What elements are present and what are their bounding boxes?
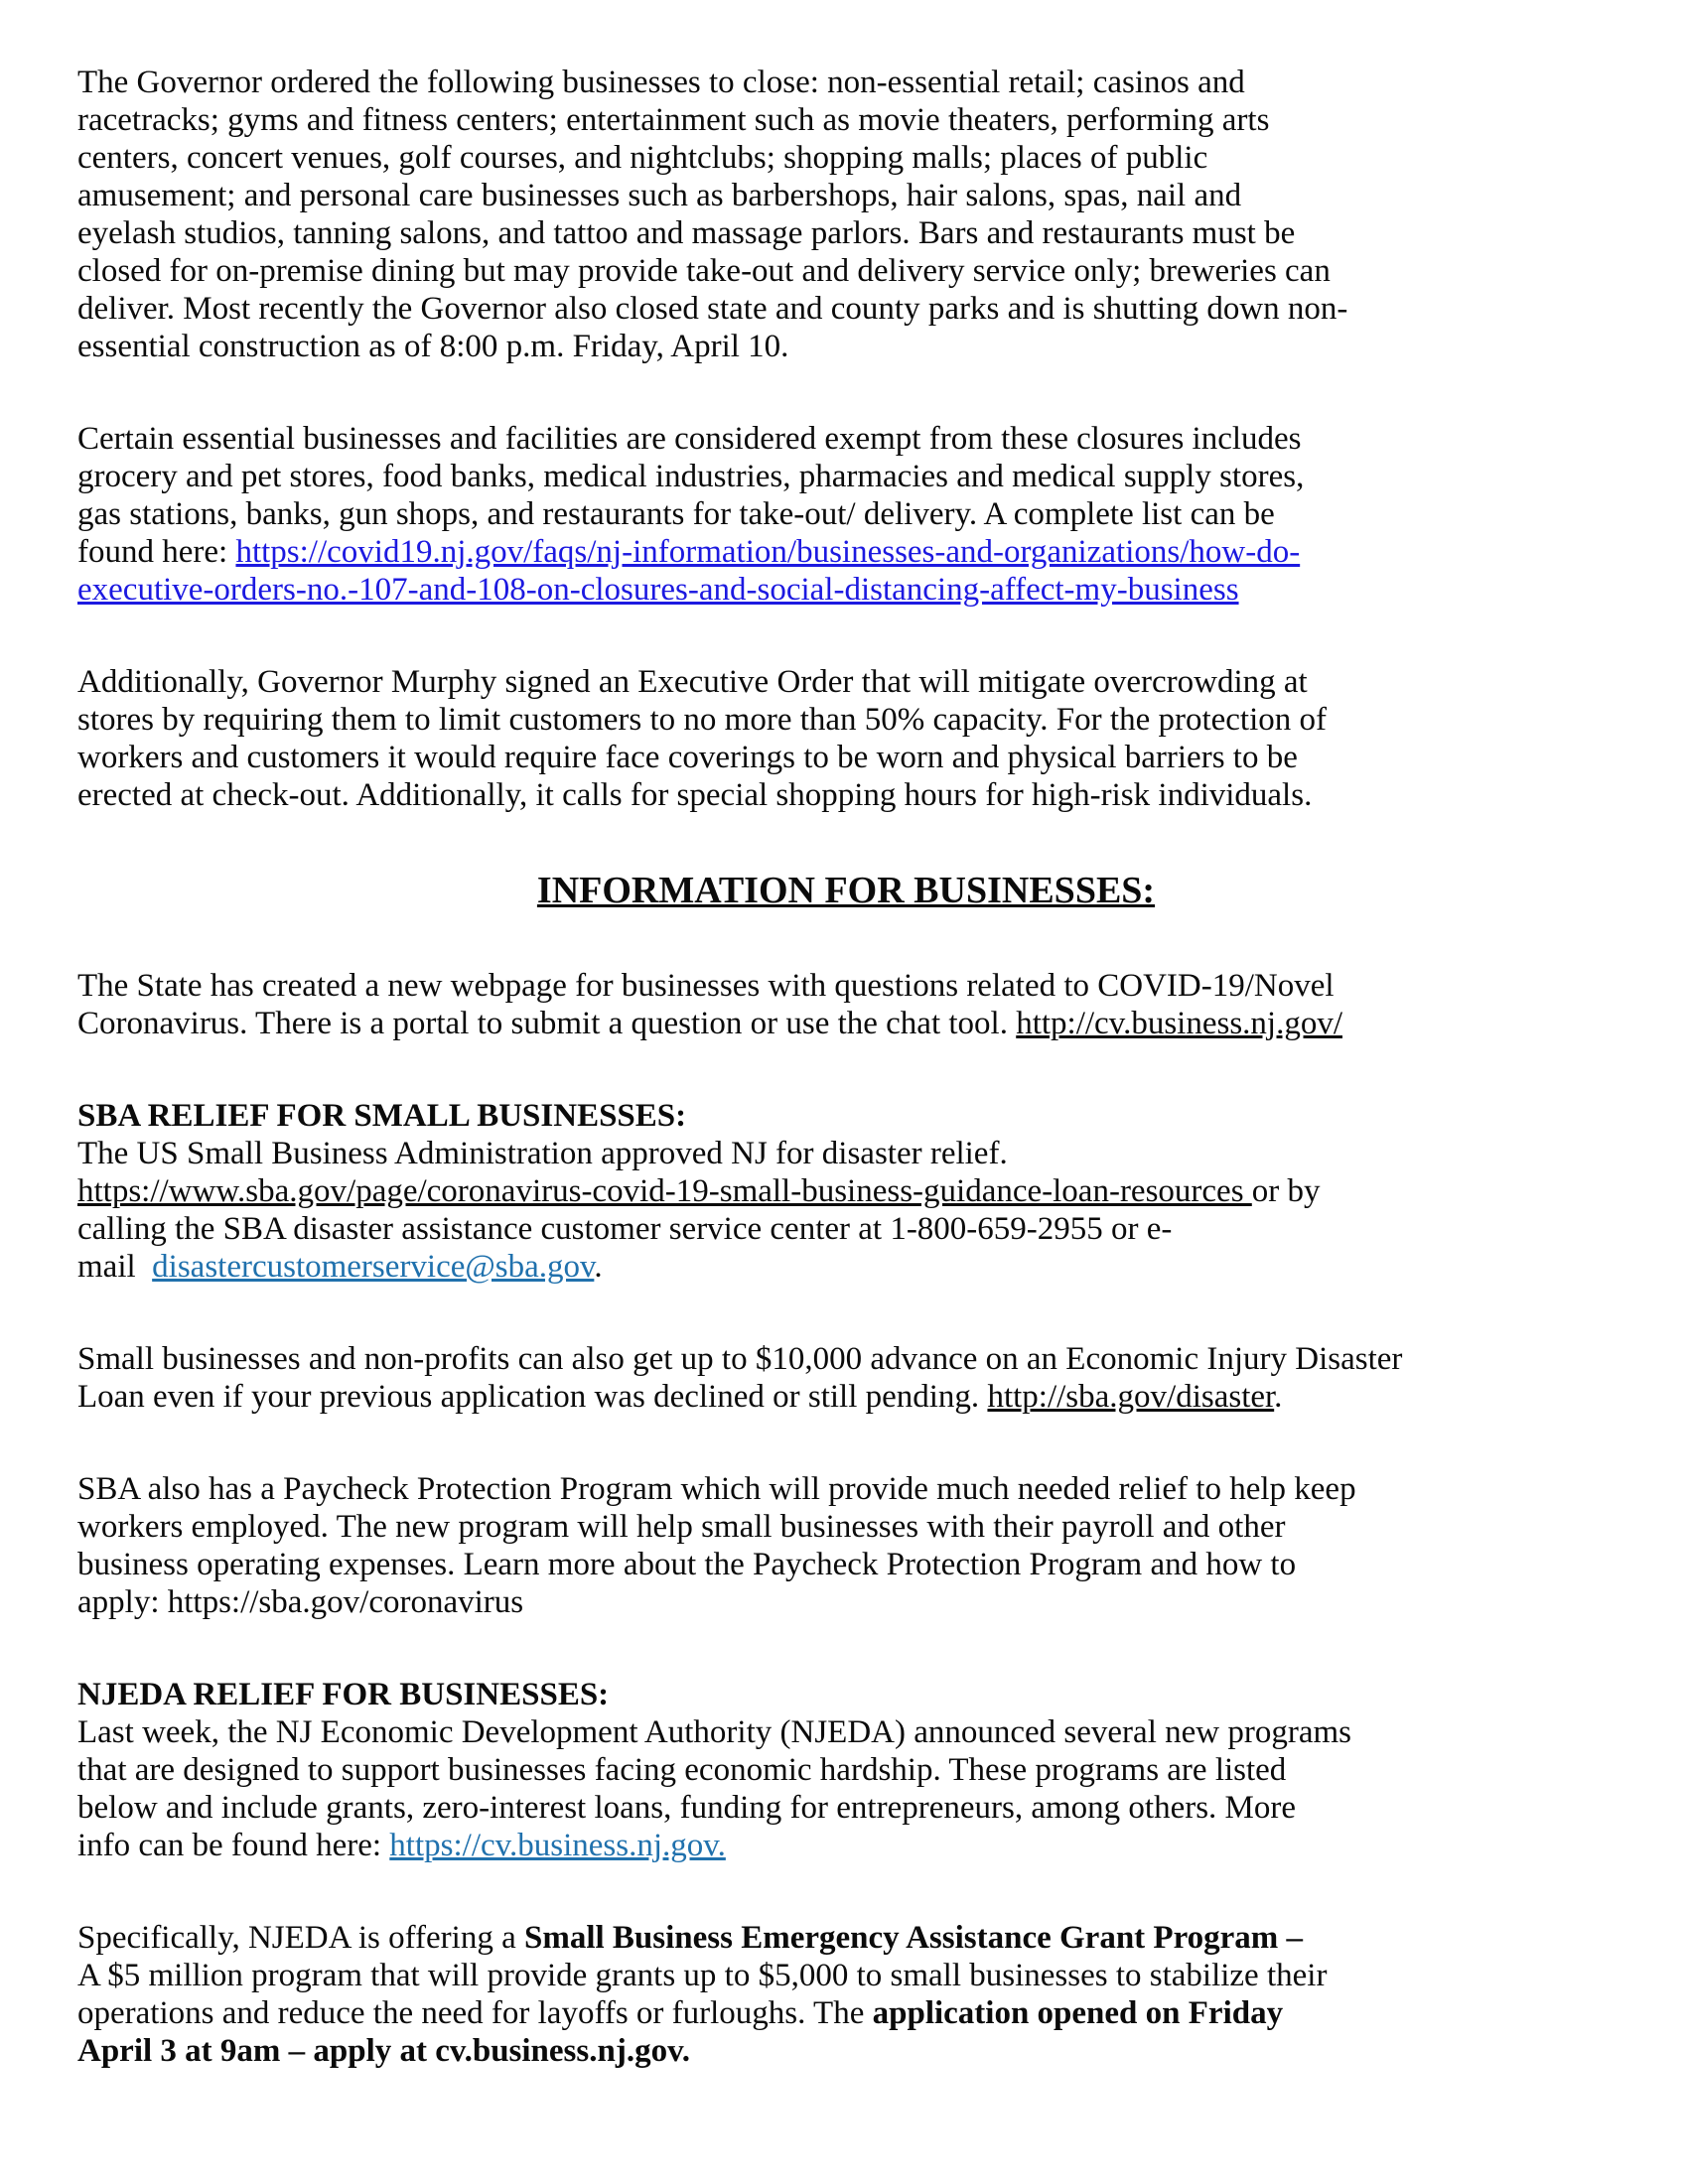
text-segment: Loan even if your previous application was declined or still pending. (77, 1379, 988, 1415)
text-line (77, 1378, 1615, 1416)
text-segment: application opened on Friday (872, 1995, 1284, 2031)
text-line (77, 458, 1615, 495)
eidl-advance-paragraph (77, 1340, 1615, 1416)
hyperlink[interactable]: disastercustomerservice@sba.gov (152, 1249, 595, 1285)
text-segment: April 3 at 9am – apply at cv.business.nj.gov. (77, 2033, 691, 2069)
text-line (77, 495, 1615, 533)
executive-order-paragraph (77, 663, 1615, 814)
text-segment: Small Business Emergency Assistance Grant Program – (523, 1920, 1304, 1956)
text-line (77, 1097, 1615, 1135)
text-segment: Small businesses and non-profits can also get up to $10,000 advance on an Economic Injury Disaster (77, 1341, 1403, 1377)
section-title: INFORMATION FOR BUSINESSES: (536, 870, 1156, 911)
text-line (77, 1470, 1615, 1508)
text-segment: deliver. Most recently the Governor also closed state and county parks and is shutting down non- (77, 291, 1348, 327)
text-line (77, 1919, 1615, 1957)
text-segment: Certain essential businesses and facilities are considered exempt from these closures includes (77, 421, 1302, 457)
text-segment: The State has created a new webpage for businesses with questions related to COVID-19/Novel (77, 968, 1335, 1004)
hyperlink[interactable]: http://cv.business.nj.gov/ (1016, 1006, 1342, 1041)
text-line (77, 290, 1615, 328)
text-segment: Additionally, Governor Murphy signed an Executive Order that will mitigate overcrowding at (77, 664, 1308, 700)
text-segment: that are designed to support businesses facing economic hardship. These programs are listed (77, 1752, 1287, 1788)
text-segment: info can be found here: (77, 1828, 390, 1863)
closures-paragraph (77, 64, 1615, 365)
essential-businesses-paragraph (77, 420, 1615, 609)
text-line (77, 1751, 1615, 1789)
text-segment: workers and customers it would require face coverings to be worn and physical barriers to be (77, 740, 1298, 775)
hyperlink[interactable]: http://sba.gov/disaster (987, 1379, 1275, 1415)
document-page (77, 64, 1615, 2070)
hyperlink[interactable]: https://www.sba.gov/page/coronavirus-covid-19-small-business-guidance-loan-resources (77, 1173, 1252, 1209)
text-segment: The US Small Business Administration approved NJ for disaster relief. (77, 1136, 1008, 1171)
text-segment: centers, concert venues, golf courses, and nightclubs; shopping malls; places of public (77, 140, 1208, 176)
text-segment: gas stations, banks, gun shops, and restaurants for take-out/ delivery. A complete list can be (77, 496, 1275, 532)
text-line (77, 701, 1615, 739)
text-segment: Coronavirus. There is a portal to submit a question or use the chat tool. (77, 1006, 1017, 1041)
text-segment: mail (77, 1249, 153, 1285)
text-line (77, 869, 1615, 912)
hyperlink[interactable]: https://covid19.nj.gov/faqs/nj-information/businesses-and-organizations/how-do- (235, 534, 1301, 570)
text-line (77, 1994, 1615, 2032)
text-line (77, 571, 1615, 609)
text-segment: calling the SBA disaster assistance customer service center at 1-800-659-2955 or e- (77, 1211, 1173, 1247)
text-segment: racetracks; gyms and fitness centers; entertainment such as movie theaters, performing arts (77, 102, 1270, 138)
text-segment: eyelash studios, tanning salons, and tattoo and massage parlors. Bars and restaurants must be (77, 215, 1296, 251)
text-line (77, 1583, 1615, 1621)
text-line (77, 252, 1615, 290)
text-segment: NJEDA RELIEF FOR BUSINESSES: (77, 1677, 610, 1712)
sba-relief-section (77, 1097, 1615, 1286)
hyperlink[interactable]: https://cv.business.nj.gov. (389, 1828, 726, 1863)
text-line (77, 663, 1615, 701)
text-segment: essential construction as of 8:00 p.m. Friday, April 10. (77, 329, 789, 364)
text-line (77, 1340, 1615, 1378)
text-line (77, 1546, 1615, 1583)
text-segment: below and include grants, zero-interest loans, funding for entrepreneurs, among others. More (77, 1790, 1297, 1826)
text-segment: SBA RELIEF FOR SMALL BUSINESSES: (77, 1098, 687, 1134)
text-segment: erected at check-out. Additionally, it calls for special shopping hours for high-risk individuals. (77, 777, 1313, 813)
text-line (77, 64, 1615, 101)
text-line (77, 967, 1615, 1005)
text-segment: grocery and pet stores, food banks, medical industries, pharmacies and medical supply stores, (77, 459, 1305, 494)
text-line (77, 1005, 1615, 1042)
text-line (77, 1508, 1615, 1546)
text-segment: . (1274, 1379, 1283, 1415)
text-line (77, 533, 1615, 571)
text-segment: found here: (77, 534, 236, 570)
text-segment: Last week, the NJ Economic Development Authority (NJEDA) announced several new programs (77, 1714, 1351, 1750)
paycheck-protection-paragraph (77, 1470, 1615, 1621)
text-line (77, 1676, 1615, 1713)
text-line (77, 139, 1615, 177)
njeda-relief-section (77, 1676, 1615, 1864)
text-line (77, 177, 1615, 214)
text-line (77, 2032, 1615, 2070)
text-segment: operations and reduce the need for layoffs or furloughs. The (77, 1995, 873, 2031)
grant-program-paragraph (77, 1919, 1615, 2070)
information-for-businesses-heading (77, 869, 1615, 912)
text-line (77, 1789, 1615, 1827)
text-line (77, 739, 1615, 776)
text-line (77, 328, 1615, 365)
text-line (77, 1210, 1615, 1248)
text-segment: A $5 million program that will provide grants up to $5,000 to small businesses to stabilize their (77, 1958, 1328, 1993)
state-webpage-paragraph (77, 967, 1615, 1042)
text-line (77, 214, 1615, 252)
text-line (77, 1172, 1615, 1210)
text-segment: or by (1251, 1173, 1321, 1209)
text-segment: SBA also has a Paycheck Protection Program which will provide much needed relief to help keep (77, 1471, 1356, 1507)
text-line (77, 1957, 1615, 1994)
text-line (77, 1248, 1615, 1286)
text-segment: apply: https://sba.gov/coronavirus (77, 1584, 524, 1620)
text-line (77, 776, 1615, 814)
text-segment: amusement; and personal care businesses such as barbershops, hair salons, spas, nail and (77, 178, 1242, 213)
text-line (77, 1135, 1615, 1172)
text-segment: stores by requiring them to limit customers to no more than 50% capacity. For the protection of (77, 702, 1327, 738)
text-segment: The Governor ordered the following businesses to close: non-essential retail; casinos and (77, 65, 1245, 100)
text-line (77, 101, 1615, 139)
text-line (77, 1713, 1615, 1751)
text-line (77, 420, 1615, 458)
text-segment: workers employed. The new program will help small businesses with their payroll and other (77, 1509, 1286, 1545)
text-segment: closed for on-premise dining but may provide take-out and delivery service only; breweries can (77, 253, 1331, 289)
text-segment: business operating expenses. Learn more about the Paycheck Protection Program and how to (77, 1547, 1297, 1582)
text-segment: . (594, 1249, 603, 1285)
hyperlink[interactable]: executive-orders-no.-107-and-108-on-closures-and-social-distancing-affect-my-business (77, 572, 1239, 608)
text-line (77, 1827, 1615, 1864)
text-segment: Specifically, NJEDA is offering a (77, 1920, 524, 1956)
